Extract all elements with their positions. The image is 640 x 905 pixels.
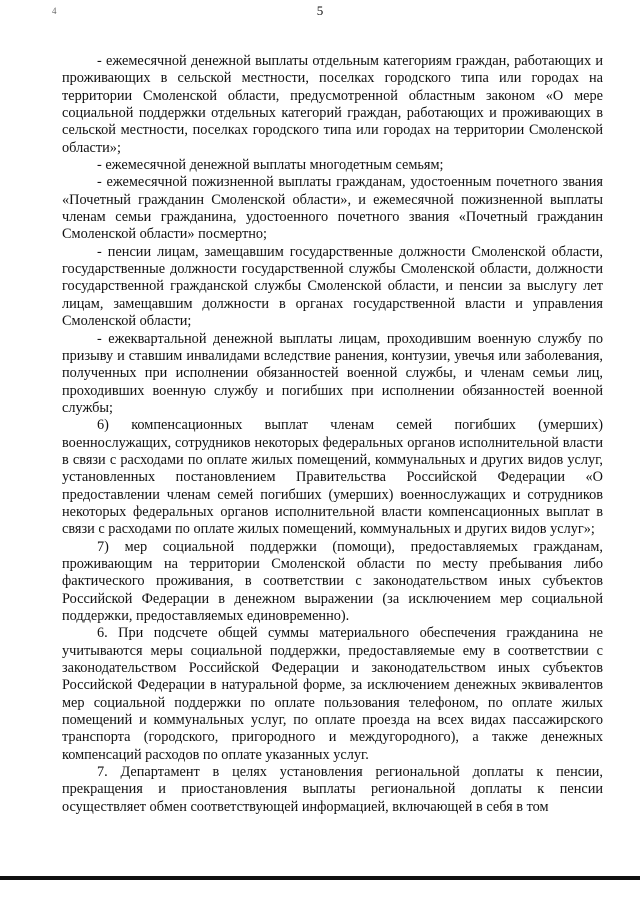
paragraph-state-positions-pension: - пенсии лицам, замещавшим государственные должности Смоленской области, государственные должности государственной службы Смоленской области, должности государственной гражданской службы Смоленской области, и пенсии за выслугу лет лицам, замещавшим должности в органах государственной власти и управления Смоленской области; (62, 243, 603, 330)
paragraph-section-7: 7. Департамент в целях установления региональной доплаты к пенсии, прекращения и приостановления выплаты региональной доплаты к пенсии осуществляет обмен соответствующей информацией, включающей в себя в том (62, 764, 603, 815)
page-number: 5 (316, 3, 324, 18)
footer-rule (0, 876, 640, 880)
paragraph-rural-payment: - ежемесячной денежной выплаты отдельным категориям граждан, работающих и проживающих в сельской местности, поселках городского типа или городах на территории Смоленской области, предусмотренной областным законом «О мере социальной поддержки отдельных категорий граждан, работающих и проживающих в сельской местности, поселках городского типа или городах на территории Смоленской области»; (62, 53, 603, 156)
corner-mark: 4 (52, 6, 57, 16)
paragraph-military-service: - ежеквартальной денежной выплаты лицам, проходившим военную службу по призыву и ставшим инвалидами вследствие ранения, контузии, увечья или заболевания, полученных при исполнении обязанностей военной службы, и членам семьи лиц, проходивших военную службу и погибших при исполнении обязанностей военной службы; (62, 330, 603, 416)
paragraph-large-families: - ежемесячной денежной выплаты многодетным семьям; (97, 157, 444, 174)
paragraph-section-6: 6. При подсчете общей суммы материального обеспечения гражданина не учитываются меры социальной поддержки, предоставляемые ему в соответствии с законодательством Российской Федерации и законодательством иных субъектов Российской Федерации в натуральной форме, за исключением денежных эквивалентов мер социальной поддержки по оплате пользования телефоном, по оплате жилых помещений и коммунальных услуг, по оплате проезда на всех видах пассажирского транспорта (городского, пригородного и междугородного), а также денежных компенсаций расходов по оплате указанных услуг. (62, 625, 603, 763)
paragraph-honorary-citizen: - ежемесячной пожизненной выплаты гражданам, удостоенным почетного звания «Почетный гражданин Смоленской области», и ежемесячной пожизненной выплаты членам семьи гражданина, удостоенного почетного звания «Почетный гражданин Смоленской области» посмертно; (62, 174, 603, 243)
paragraph-item-7-social-support: 7) мер социальной поддержки (помощи), предоставляемых гражданам, проживающим на территории Смоленской области по месту пребывания либо фактического проживания, в соответствии с законодательством иных субъектов Российской Федерации в денежном выражении (за исключением мер социальной поддержки, предоставляемых единовременно). (62, 538, 603, 624)
document-body (62, 53, 603, 816)
paragraph-item-6-compensation: 6) компенсационных выплат членам семей погибших (умерших) военнослужащих, сотрудников некоторых федеральных органов исполнительной власти в связи с расходами по оплате жилых помещений, коммунальных и других видов услуг, установленных постановлением Правительства Российской Федерации «О предоставлении членам семей погибших (умерших) военнослужащих и сотрудников некоторых федеральных органов исполнительной власти компенсационных выплат в связи с расходами по оплате жилых помещений, коммунальных и других видов услуг»; (62, 417, 603, 538)
